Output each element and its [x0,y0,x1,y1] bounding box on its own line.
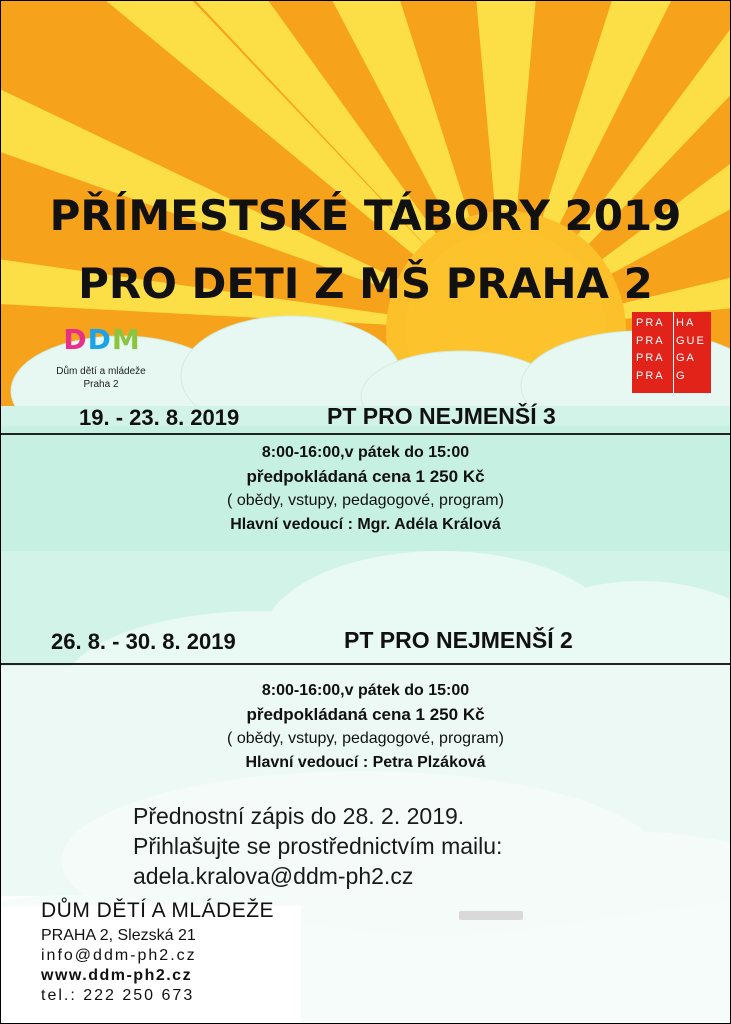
registration-line-2: Přihlašujte se prostřednictvím mailu: [133,833,503,859]
praha-logo-left-1: PRA [636,317,665,329]
praha-logo [632,312,711,393]
title-line-2: PRO DETI Z MŠ PRAHA 2 [78,259,653,308]
camp2-divider [1,663,730,665]
praha-logo-right-3: GA [676,352,696,364]
smudge-mark [459,911,523,920]
registration-email[interactable]: adela.kralova@ddm-ph2.cz [133,863,414,889]
camp1-info [1,441,730,537]
registration-info [133,801,502,891]
title-line-1: PŘÍMESTSKÉ TÁBORY 2019 [49,191,682,240]
ddm-logo [57,323,147,356]
praha-logo-left-column [636,315,674,385]
footer-org: DŮM DĚTÍ A MLÁDEŽE [41,899,275,922]
footer-web[interactable]: www.ddm-ph2.cz [41,967,193,984]
camp2-hours: 8:00-16:00,v pátek do 15:00 [261,682,470,699]
camp1-dates: 19. - 23. 8. 2019 [79,405,240,430]
registration-line-1: Přednostní zápis do 28. 2. 2019. [133,803,465,829]
camp2-name: PT PRO NEJMENŠÍ 2 [344,627,573,653]
camp2-info [1,679,730,775]
praha-logo-right-1: HA [676,317,696,329]
footer-email[interactable]: info@ddm-ph2.cz [41,947,197,964]
praha-logo-left-3: PRA [636,352,665,364]
camp1-price: předpokládaná cena 1 250 Kč [246,467,485,486]
ddm-logo-caption [31,365,171,391]
camp2-dates: 26. 8. - 30. 8. 2019 [51,629,236,654]
footer-contact [41,899,274,1005]
camp2-leader: Hlavní vedoucí : Petra Plzáková [245,754,486,771]
praha-logo-right-2: GUE [676,334,706,347]
praha-logo-right-column [676,315,708,385]
camp2-price: předpokládaná cena 1 250 Kč [246,705,485,724]
camp1-divider [1,433,730,435]
ddm-letter-m: M [111,323,141,356]
camp2-includes: ( obědy, vstupy, pedagogové, program) [227,730,504,747]
footer-phone: tel.: 222 250 673 [41,987,195,1004]
camp1-includes: ( obědy, vstupy, pedagogové, program) [227,492,504,509]
praha-logo-left-4: PRA [636,369,665,382]
camp1-name: PT PRO NEJMENŠÍ 3 [327,403,556,429]
praha-logo-right-4: G [676,369,687,382]
ddm-letters [63,323,140,356]
camp1-hours: 8:00-16:00,v pátek do 15:00 [261,444,470,461]
camp1-leader: Hlavní vedoucí : Mgr. Adéla Králová [230,516,501,533]
ddm-letter-d1: D [63,323,88,356]
ddm-caption-line-1: Dům dětí a mládeže [56,366,146,377]
praha-logo-left-2: PRA [636,334,665,347]
ddm-caption-line-2: Praha 2 [83,379,119,390]
footer-address: PRAHA 2, Slezská 21 [41,927,196,944]
ddm-letter-d2: D [87,323,112,356]
